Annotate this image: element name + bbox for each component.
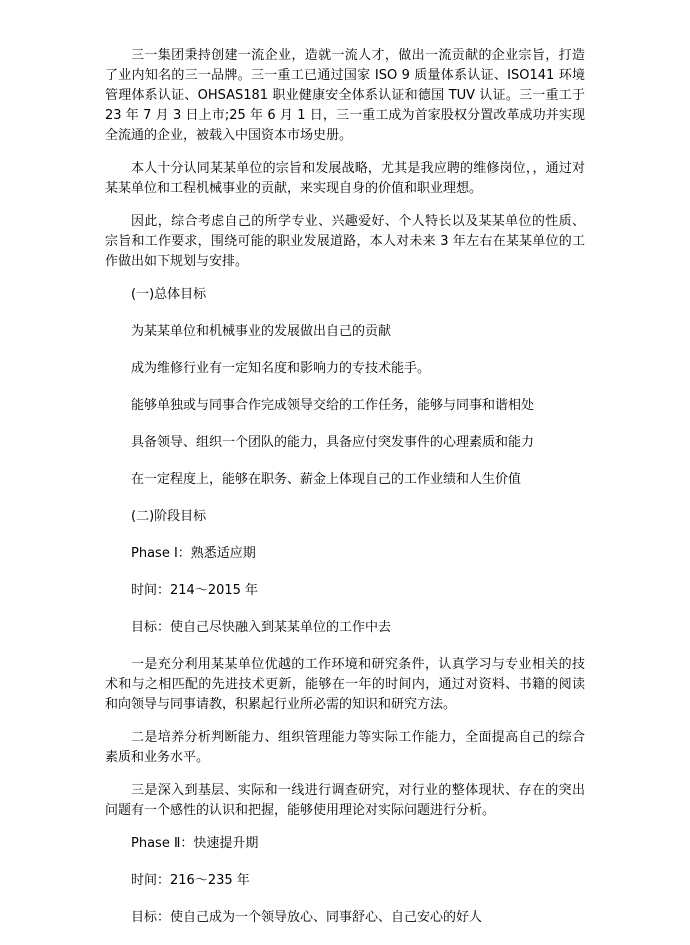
phase-1-title: Phase Ⅰ：熟悉适应期 xyxy=(131,546,256,561)
paragraph-identification: 本人十分认同某某单位的宗旨和发展战略，尤其是我应聘的维修岗位，，通过对某某单位和工程机械事业的贡献，来实现自身的价值和职业理想。 xyxy=(105,161,585,196)
overall-goal-item: 为某某单位和机械事业的发展做出自己的贡献 xyxy=(131,324,392,339)
phase-2-goal: 目标：使自己成为一个领导放心、同事舒心、自己安心的好人 xyxy=(131,910,483,925)
paragraph-plan-intro: 因此，综合考虑自己的所学专业、兴趣爱好、个人特长以及某某单位的性质、宗旨和工作要求，围绕可能的职业发展道路，本人对未来 3 年左右在某某单位的工作做出如下规划与安排。 xyxy=(105,214,585,269)
overall-goal-item: 具备领导、组织一个团队的能力，具备应付突发事件的心理素质和能力 xyxy=(131,435,535,450)
overall-goal-item: 在一定程度上，能够在职务、薪金上体现自己的工作业绩和人生价值 xyxy=(131,472,522,487)
phase-1-point: 三是深入到基层、实际和一线进行调查研究，对行业的整体现状、存在的突出问题有一个感性的认识和把握，能够使用理论对实际问题进行分析。 xyxy=(105,783,585,818)
paragraph-company-intro: 三一集团秉持创建一流企业，造就一流人才，做出一流贡献的企业宗旨，打造了业内知名的三一品牌。三一重工已通过国家 ISO 9 质量体系认证、ISO141 环境管理体系认证、OHSAS181 职业健康安全体系认证和德国 TUV 认证。三一重工于 23 年 7 月 3 日上市;25 年 6 月 1 日，三一重工成为首家股权分置改革成功并实现全流通的企业，被载入中国资本市场史册。 xyxy=(105,48,585,143)
phase-1-point: 二是培养分析判断能力、组织管理能力等实际工作能力，全面提高自己的综合素质和业务水平。 xyxy=(105,730,585,765)
phase-1-point: 一是充分利用某某单位优越的工作环境和研究条件，认真学习与专业相关的技术和与之相匹配的先进技术更新，能够在一年的时间内，通过对资料、书籍的阅读和向领导与同事请教，积累起行业所必需的知识和研究方法。 xyxy=(105,657,585,712)
heading-overall-goal: (一)总体目标 xyxy=(131,287,207,302)
heading-stage-goal: (二)阶段目标 xyxy=(131,509,207,524)
phase-2-title: Phase Ⅱ：快速提升期 xyxy=(131,836,259,851)
overall-goal-item: 能够单独或与同事合作完成领导交给的工作任务，能够与同事和谐相处 xyxy=(131,398,535,413)
overall-goal-item: 成为维修行业有一定知名度和影响力的专技术能手。 xyxy=(131,361,431,376)
document-body xyxy=(105,46,585,945)
phase-1-time: 时间：214～2015 年 xyxy=(131,583,259,598)
phase-2-time: 时间：216～235 年 xyxy=(131,873,250,888)
phase-1-goal: 目标：使自己尽快融入到某某单位的工作中去 xyxy=(131,620,392,635)
